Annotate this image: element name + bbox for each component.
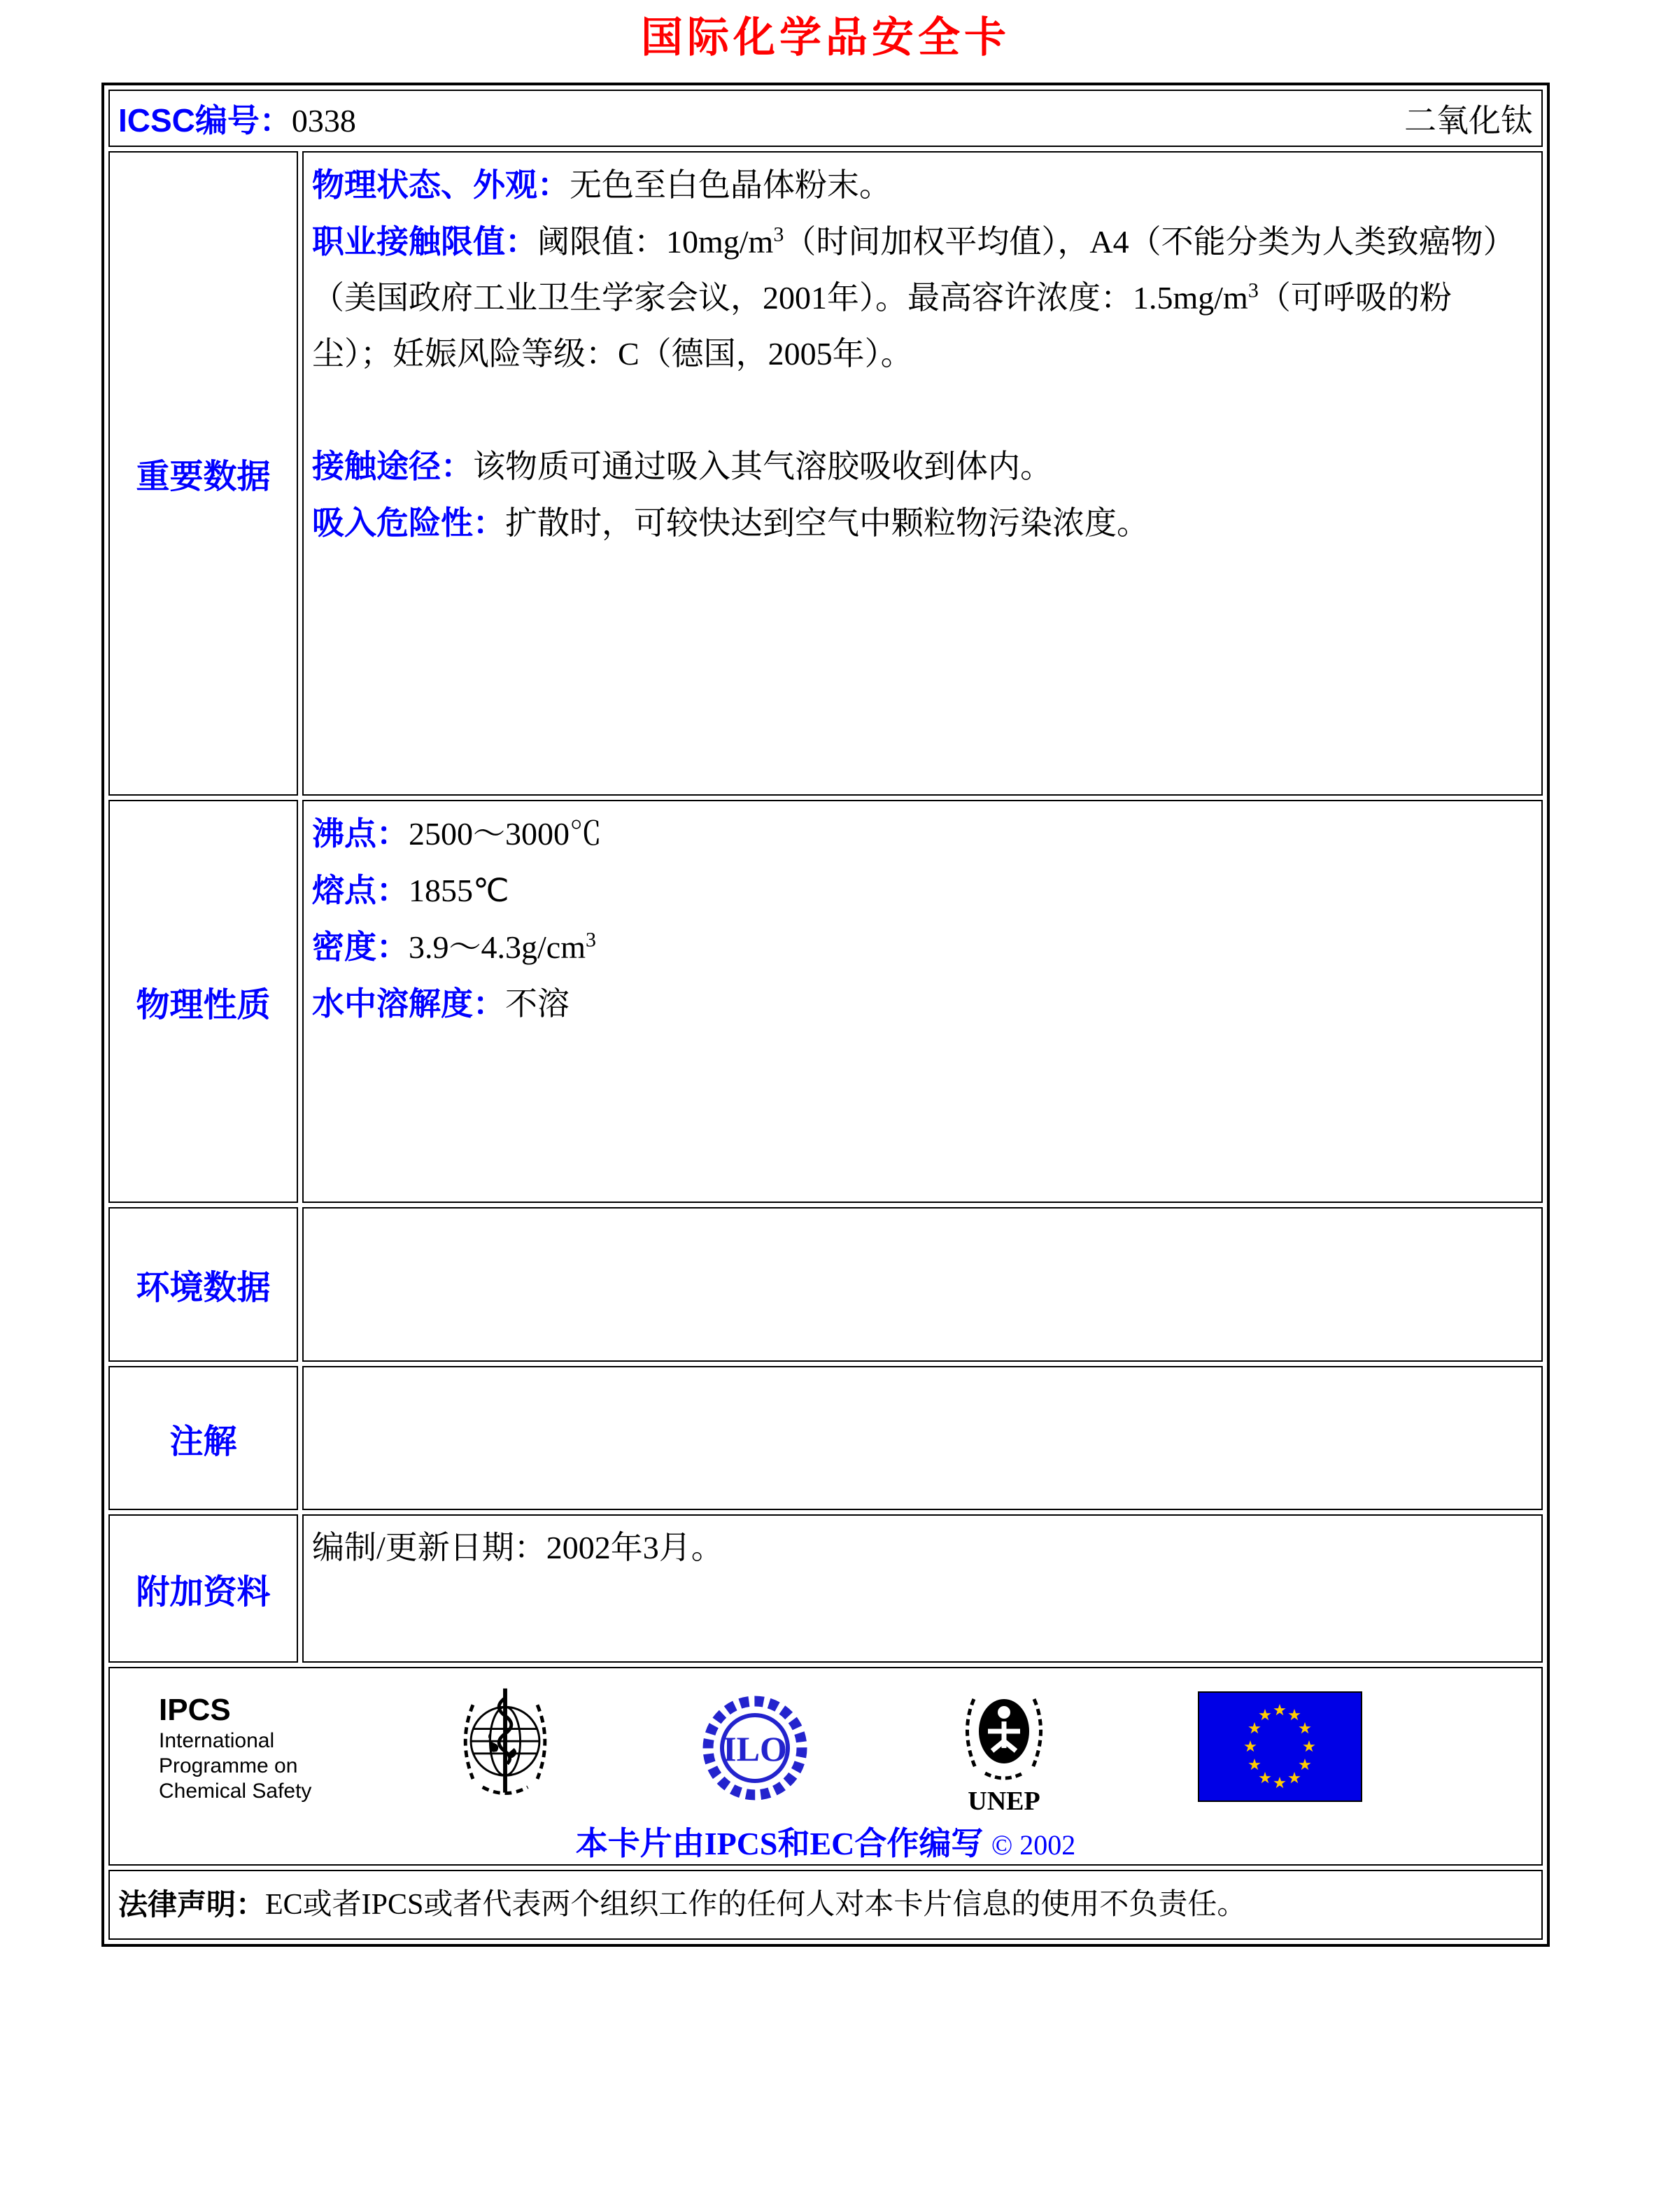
physical-properties-row	[108, 800, 1543, 1203]
logos-row	[108, 1667, 1543, 1866]
unep-logo-icon	[952, 1681, 1056, 1815]
exposure-route-label: 接触途径：	[312, 448, 473, 484]
boiling-point-line	[312, 805, 1532, 862]
physical-state-text: 无色至白色晶体粉末。	[570, 167, 891, 203]
oel-text-3: （可呼吸的粉尘）；妊娠风险等级：C（德国，2005年）。	[312, 280, 1452, 372]
melting-point-line	[312, 862, 1532, 919]
ipcs-title: IPCS	[159, 1693, 231, 1727]
who-logo-icon	[453, 1683, 558, 1813]
icsc-number-value: 0338	[291, 103, 356, 139]
ilo-label: ILO	[722, 1729, 787, 1768]
notes-content	[302, 1366, 1543, 1510]
header-cell	[108, 90, 1543, 147]
oel-sup-1: 3	[773, 223, 784, 246]
melting-point-text: 1855℃	[409, 873, 509, 908]
exposure-route-text: 该物质可通过吸入其气溶胶吸收到体内。	[473, 449, 1052, 484]
physical-state-line	[312, 157, 1532, 213]
legal-label: 法律声明：	[118, 1888, 266, 1921]
boiling-point-text: 2500～3000℃	[409, 816, 602, 852]
density-text: 3.9～4.3g/cm	[409, 929, 586, 965]
legal-cell	[108, 1870, 1543, 1940]
credit-text: 本卡片由IPCS和EC合作编写	[575, 1826, 984, 1861]
oel-text-1: 阈限值：10mg/m	[537, 224, 774, 260]
density-label: 密度：	[312, 929, 409, 965]
spacer-line	[312, 382, 1532, 438]
copyright-text: © 2002	[991, 1829, 1076, 1861]
icsc-number-label: ICSC编号：	[118, 102, 292, 139]
physical-properties-content	[302, 800, 1543, 1203]
inhalation-risk-line	[312, 495, 1532, 551]
density-sup: 3	[585, 928, 596, 952]
logos-cell	[108, 1667, 1543, 1866]
oel-sup-2: 3	[1247, 279, 1259, 302]
exposure-route-line	[312, 438, 1532, 495]
section-label-physical-properties: 物理性质	[108, 800, 298, 1203]
ilo-logo-icon	[699, 1692, 811, 1804]
ipcs-text-block	[159, 1692, 311, 1804]
chemical-name: 二氧化钛	[1404, 103, 1533, 139]
notes-row	[108, 1366, 1543, 1510]
solubility-label: 水中溶解度：	[312, 985, 505, 1022]
section-label-environmental-data: 环境数据	[108, 1207, 298, 1362]
ipcs-subtitle-line3: Chemical Safety	[159, 1780, 312, 1803]
unep-label: UNEP	[968, 1787, 1041, 1815]
header-row	[108, 90, 1543, 147]
section-label-additional-info: 附加资料	[108, 1514, 298, 1663]
solubility-line	[312, 975, 1532, 1032]
density-line	[312, 919, 1532, 975]
legal-row	[108, 1870, 1543, 1940]
section-label-notes: 注解	[108, 1366, 298, 1510]
credit-line	[110, 1818, 1541, 1864]
physical-state-label: 物理状态、外观：	[312, 167, 570, 203]
additional-info-row	[108, 1514, 1543, 1663]
ipcs-subtitle-line2: Programme on	[159, 1754, 298, 1777]
ipcs-subtitle-line1: International	[159, 1729, 275, 1752]
update-date-line: 编制/更新日期：2002年3月。	[312, 1530, 723, 1565]
important-data-content	[302, 151, 1543, 796]
inhalation-risk-text: 扩散时，可较快达到空气中颗粒物污染浓度。	[505, 505, 1149, 541]
important-data-row	[108, 151, 1543, 796]
inhalation-risk-label: 吸入危险性：	[312, 505, 505, 541]
eu-flag-icon	[1198, 1691, 1362, 1802]
section-label-important-data: 重要数据	[108, 151, 298, 796]
occupational-exposure-line	[312, 213, 1532, 382]
additional-info-content	[302, 1514, 1543, 1663]
oel-text-2: （时间加权平均值），A4（不能分类为人类致癌物）（美国政府工业卫生学家会议，2001年）。最高容许浓度：1.5mg/m	[312, 224, 1515, 316]
boiling-point-label: 沸点：	[312, 815, 409, 852]
occupational-exposure-label: 职业接触限值：	[312, 223, 537, 260]
solubility-text: 不溶	[505, 986, 570, 1022]
legal-text: EC或者IPCS或者代表两个组织工作的任何人对本卡片信息的使用不负责任。	[265, 1889, 1247, 1921]
environmental-data-content	[302, 1207, 1543, 1362]
icsc-number-group	[118, 95, 356, 141]
environmental-data-row	[108, 1207, 1543, 1362]
icsc-card-table	[101, 83, 1550, 1947]
melting-point-label: 熔点：	[312, 872, 409, 908]
eu-flag-wrap	[1198, 1691, 1362, 1805]
page-title: 国际化学品安全卡	[641, 14, 1010, 61]
